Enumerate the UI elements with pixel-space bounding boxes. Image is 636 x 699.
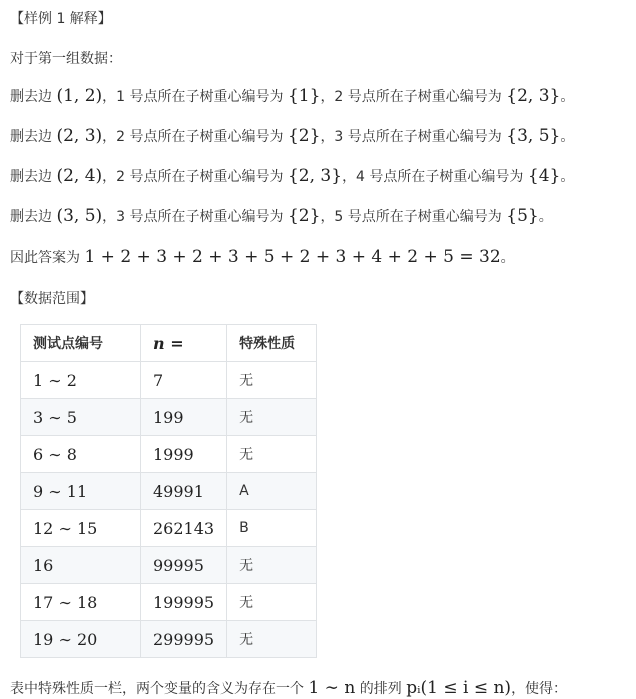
edge-end: 。 <box>560 129 575 145</box>
n-cell: 299995 <box>141 621 227 658</box>
table-row <box>21 621 317 658</box>
testcase-cell: 1 ∼ 2 <box>21 362 141 399</box>
edge-lead: 删去边 <box>10 129 57 145</box>
centroid-set: {5} <box>506 206 539 226</box>
edge-text: ，4 号点所在子树重心编号为 <box>342 169 528 185</box>
centroid-set: {1} <box>287 86 321 106</box>
n-cell: 7 <box>141 362 227 399</box>
data-range-table <box>20 324 317 658</box>
answer-lead: 因此答案为 <box>10 250 85 266</box>
table-row <box>21 510 317 547</box>
edge-text: ，3 号点所在子树重心编号为 <box>102 209 288 225</box>
centroid-set: {2} <box>287 206 321 226</box>
edge-end: 。 <box>560 89 575 105</box>
edge-pair: (2, 3) <box>56 126 103 146</box>
header-n: n = <box>141 325 227 362</box>
testcase-cell: 17 ∼ 18 <box>21 584 141 621</box>
property-cell: B <box>227 510 317 547</box>
testcase-cell: 19 ∼ 20 <box>21 621 141 658</box>
edge-pair: (1, 2) <box>56 86 103 106</box>
property-cell: 无 <box>227 584 317 621</box>
footer-text: 的排列 <box>355 681 407 697</box>
n-cell: 99995 <box>141 547 227 584</box>
n-cell: 49991 <box>141 473 227 510</box>
edge-text: ，2 号点所在子树重心编号为 <box>320 89 507 105</box>
centroid-set: {4} <box>527 166 561 186</box>
property-cell: 无 <box>227 547 317 584</box>
property-cell: 无 <box>227 621 317 658</box>
testcase-cell: 6 ∼ 8 <box>21 436 141 473</box>
edge-pair: (3, 5) <box>56 206 103 226</box>
n-cell: 262143 <box>141 510 227 547</box>
table-row <box>21 399 317 436</box>
edge-text: ，5 号点所在子树重心编号为 <box>320 209 507 225</box>
footer-math: pᵢ(1 ≤ i ≤ n) <box>406 678 512 698</box>
testcase-cell: 12 ∼ 15 <box>21 510 141 547</box>
sample-heading: 【样例 1 解释】 <box>10 11 112 27</box>
edge-line-3 <box>10 166 574 186</box>
table-row <box>21 547 317 584</box>
property-cell: 无 <box>227 436 317 473</box>
answer-expression: 1 + 2 + 3 + 2 + 3 + 5 + 2 + 3 + 4 + 2 + 5 = 32 <box>84 247 501 267</box>
edge-text: ，3 号点所在子树重心编号为 <box>320 129 507 145</box>
property-cell: A <box>227 473 317 510</box>
edge-line-2 <box>10 126 574 146</box>
edge-lead: 删去边 <box>10 169 57 185</box>
table-row <box>21 584 317 621</box>
edge-text: ，1 号点所在子树重心编号为 <box>102 89 288 105</box>
edge-line-1 <box>10 86 574 106</box>
answer-end: 。 <box>500 250 515 266</box>
n-cell: 1999 <box>141 436 227 473</box>
table-header-row <box>21 325 317 362</box>
centroid-set: {2, 3} <box>506 86 561 106</box>
footer-math: 1 ∼ n <box>308 678 356 698</box>
answer-line <box>10 247 515 267</box>
edge-lead: 删去边 <box>10 209 57 225</box>
edge-end: 。 <box>538 209 553 225</box>
centroid-set: {2} <box>287 126 321 146</box>
testcase-cell: 16 <box>21 547 141 584</box>
edge-pair: (2, 4) <box>56 166 103 186</box>
edge-line-4 <box>10 206 553 226</box>
n-cell: 199995 <box>141 584 227 621</box>
property-cell: 无 <box>227 362 317 399</box>
footer-text: 表中特殊性质一栏，两个变量的含义为存在一个 <box>10 681 309 697</box>
edge-text: ，2 号点所在子树重心编号为 <box>102 169 288 185</box>
property-cell: 无 <box>227 399 317 436</box>
table-row <box>21 473 317 510</box>
table-row <box>21 362 317 399</box>
centroid-set: {2, 3} <box>287 166 343 186</box>
footer-line <box>10 678 567 698</box>
edge-lead: 删去边 <box>10 89 57 105</box>
header-property: 特殊性质 <box>227 325 317 362</box>
centroid-set: {3, 5} <box>506 126 561 146</box>
testcase-cell: 3 ∼ 5 <box>21 399 141 436</box>
edge-end: 。 <box>560 169 575 185</box>
testcase-cell: 9 ∼ 11 <box>21 473 141 510</box>
table-row <box>21 436 317 473</box>
intro-text: 对于第一组数据： <box>10 51 122 67</box>
footer-text: ，使得： <box>511 681 568 697</box>
edge-text: ，2 号点所在子树重心编号为 <box>102 129 288 145</box>
n-cell: 199 <box>141 399 227 436</box>
range-heading: 【数据范围】 <box>10 291 94 307</box>
header-testcase: 测试点编号 <box>21 325 141 362</box>
